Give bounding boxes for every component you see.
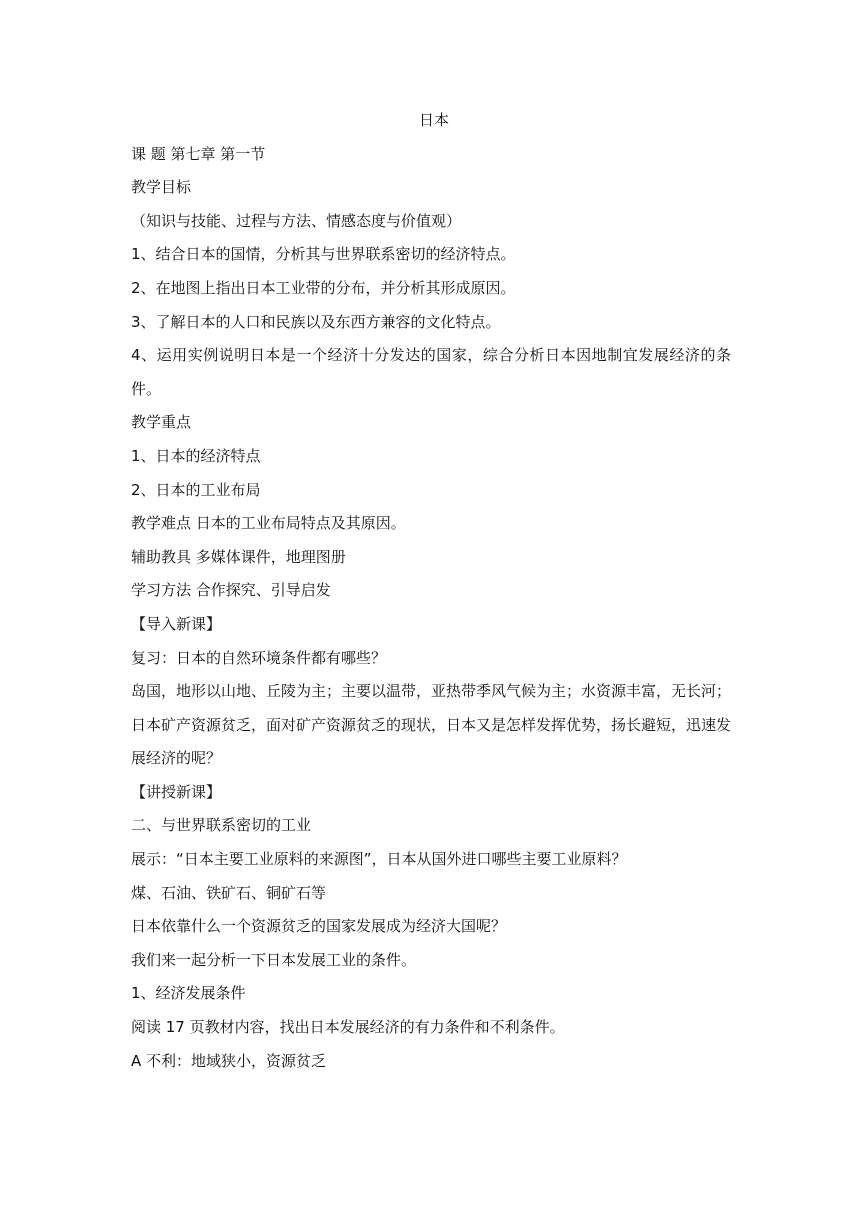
objective-item-1: 1、结合日本的国情，分析其与世界联系密切的经济特点。 (131, 245, 516, 264)
objective-item-2: 2、在地图上指出日本工业带的分布，并分析其形成原因。 (131, 278, 516, 297)
subsection-heading-conditions: 1、经济发展条件 (131, 984, 246, 1003)
review-answer: 岛国，地形以山地、丘陵为主；主要以温带，亚热带季风气候为主；水资源丰富，无长河； (131, 682, 732, 701)
learning-method: 学习方法 合作探究、引导启发 (131, 581, 331, 600)
difficult-point: 教学难点 日本的工业布局特点及其原因。 (131, 514, 406, 533)
raw-materials-answer: 煤、石油、铁矿石、铜矿石等 (131, 883, 327, 902)
subsection-heading-industry: 二、与世界联系密切的工业 (131, 816, 312, 835)
key-point-item-1: 1、日本的经济特点 (131, 446, 261, 465)
teaching-aids: 辅助教具 多媒体课件，地理图册 (131, 547, 346, 566)
objective-item-4: 4、运用实例说明日本是一个经济十分发达的国家，综合分析日本因地制宜发展经济的条件。 (131, 346, 731, 398)
unfavorable-conditions: A 不利：地域狭小，资源贫乏 (131, 1051, 327, 1070)
document-title: 日本 (418, 111, 449, 129)
lesson-topic: 课 题 第七章 第一节 (131, 144, 266, 163)
section-heading-introduction: 【导入新课】 (131, 614, 222, 633)
analysis-prompt: 我们来一起分析一下日本发展工业的条件。 (131, 950, 417, 969)
document-body (131, 104, 731, 1078)
objective-item-3: 3、了解日本的人口和民族以及东西方兼容的文化特点。 (131, 312, 501, 331)
section-heading-key-points: 教学重点 (131, 413, 192, 432)
section-heading-objectives: 教学目标 (131, 178, 192, 197)
reading-task: 阅读 17 页教材内容，找出日本发展经济的有力条件和不利条件。 (131, 1018, 565, 1037)
section-heading-new-lesson: 【讲授新课】 (131, 782, 222, 801)
objectives-dimensions: （知识与技能、过程与方法、情感态度与价值观） (131, 211, 462, 230)
key-point-item-2: 2、日本的工业布局 (131, 480, 261, 499)
review-question: 复习：日本的自然环境条件都有哪些？ (131, 648, 387, 667)
display-question: 展示：“日本主要工业原料的来源图”，日本从国外进口哪些主要工业原料？ (131, 850, 627, 869)
discussion-question: 日本依靠什么一个资源贫乏的国家发展成为经济大国呢？ (131, 917, 507, 936)
introduction-question: 日本矿产资源贫乏，面对矿产资源贫乏的现状，日本又是怎样发挥优势，扬长避短，迅速发展经济的呢？ (131, 715, 732, 768)
